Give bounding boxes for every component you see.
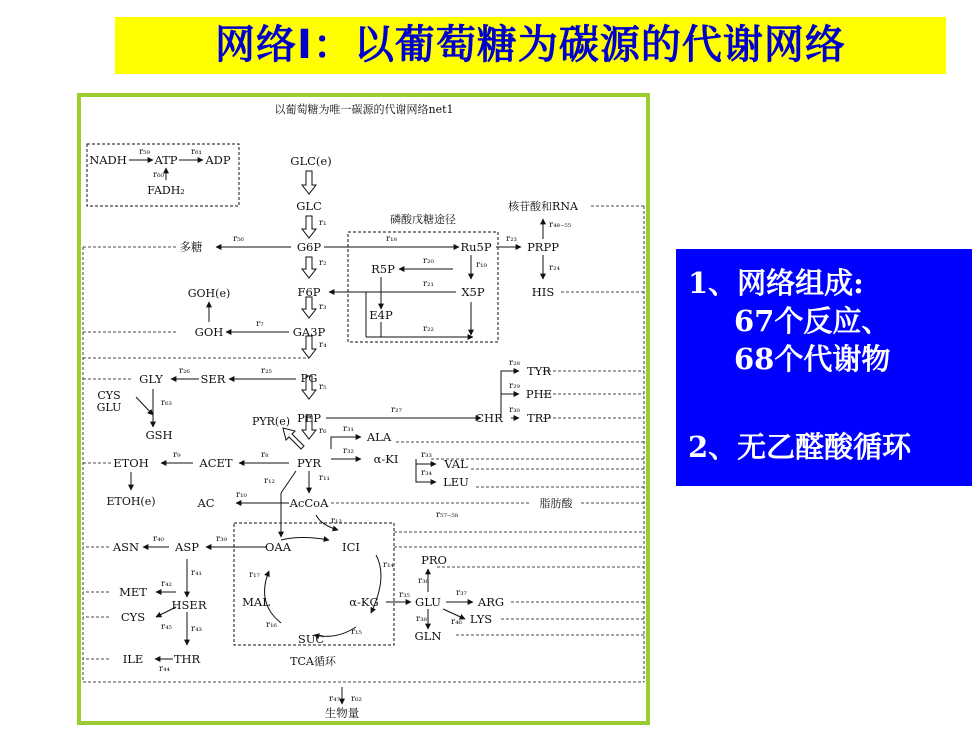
reaction-label-r61: r₆₁ [191,147,202,157]
node-gln: GLN [414,629,442,643]
node-val: VAL [444,457,468,471]
node-pentose: 磷酸戊糖途径 [390,213,456,226]
diagram-labels [89,102,579,720]
reaction-label-r35: r₃₅ [399,590,410,600]
node-leu: LEU [443,475,469,489]
node-biomass: 生物量 [324,706,360,720]
node-ala: ALA [366,430,392,444]
node-pep: PEP [297,411,321,425]
node-lys: LYS [469,612,493,626]
reaction-label-r6: r₆ [319,426,327,436]
node-etohe: ETOH(e) [106,495,156,508]
reaction-label-r10: r₁₀ [236,490,247,500]
node-trp: TRP [526,411,552,425]
reaction-label-r39: r₃₉ [216,534,227,544]
reaction-label-r4: r₄ [319,340,327,350]
reaction-label-r44: r₄₄ [159,664,170,674]
node-cys: CYS [120,610,146,624]
node-nadh: NADH [89,153,127,167]
node-e4p: E4P [369,308,393,322]
reaction-label-r60: r₆₀ [153,170,164,180]
node-glu_l: GLU [96,401,122,414]
node-gohe: GOH(e) [187,287,231,300]
reaction-label-r24: r₂₄ [549,263,560,273]
reaction-label-r5: r₅ [319,382,327,392]
reaction-label-r63: r₆₃ [161,398,172,408]
reaction-label-r57_58: r₅₇₋₅₈ [436,510,459,520]
reaction-label-r43: r₄₃ [191,624,202,634]
node-suc: SUC [297,632,325,646]
node-ser: SER [200,372,226,386]
reaction-label-r56: r₅₆ [233,234,244,244]
node-ac: AC [197,496,215,510]
node-pg: PG [300,371,318,385]
reaction-label-r62: r₆₂ [351,694,362,704]
reaction-label-r33: r₃₃ [421,450,432,460]
node-ga3p: GA3P [292,325,326,339]
node-polysac: 多糖 [179,240,203,254]
node-phe: PHE [525,387,553,401]
node-ile: ILE [122,652,144,666]
reaction-label-r32: r₃₂ [343,446,354,456]
reaction-label-r8: r₈ [261,450,269,460]
node-g6p: G6P [296,240,322,254]
node-tyr: TYR [527,364,551,378]
node-fadh: FADH₂ [147,184,185,197]
node-cys_glu: CYS [97,389,121,402]
node-etoh: ETOH [113,456,149,470]
node-pro: PRO [421,553,447,567]
node-gsh: GSH [145,428,173,442]
reaction-label-r46: r₄₆ [451,617,462,627]
node-oaa: OAA [264,540,292,554]
reaction-label-r28: r₂₈ [509,358,520,368]
node-thr: THR [173,652,201,666]
reaction-label-r22: r₂₂ [423,324,434,334]
reaction-label-r38: r₃₈ [416,614,427,624]
reaction-label-r11: r₁₁ [319,473,330,483]
node-mal: MAL [242,595,270,609]
node-atp: ATP [154,153,178,167]
reaction-label-r31: r₃₁ [343,424,354,434]
reaction-label-r14: r₁₄ [383,560,394,570]
reaction-label-r18: r₁₈ [386,234,397,244]
node-adp: ADP [205,153,231,167]
node-arg: ARG [477,595,505,609]
biomass-connections [83,206,644,682]
node-asn: ASN [112,540,140,554]
reaction-label-r59: r₅₉ [139,147,150,157]
node-pyre: PYR(e) [251,415,291,428]
reaction-label-r25: r₂₅ [261,366,272,376]
node-fatty: 脂肪酸 [539,497,573,510]
node-glc: GLC [296,199,322,213]
reaction-label-r40: r₄₀ [153,534,164,544]
page-title: 网络Ⅰ：以葡萄糖为碳源的代谢网络 [215,22,846,68]
info-item1-line1: 1、网络组成: [688,266,864,300]
reaction-label-r29: r₂₉ [509,381,520,391]
node-r5p: R5P [371,262,395,276]
node-chr: CHR [475,411,503,425]
metabolic-network-diagram [77,93,650,725]
diagram-canvas [81,97,646,721]
node-prpp: PRPP [527,240,559,254]
reaction-label-r45: r₄₅ [161,622,172,632]
node-asp: ASP [175,540,199,554]
info-box [676,249,972,486]
node-met: MET [119,585,147,599]
node-goh: GOH [194,325,224,339]
reaction-label-r26: r₂₆ [179,366,190,376]
node-accoa: AcCoA [289,496,329,510]
reaction-label-r36: r₃₆ [418,576,429,586]
reaction-label-r47: r₄₇ [329,694,340,704]
reaction-label-r37: r₃₇ [456,588,467,598]
node-akg: α-KG [349,595,379,609]
reaction-label-r7: r₇ [256,319,264,329]
node-x5p: X5P [461,285,485,299]
node-hser: HSER [171,598,207,612]
reaction-label-r34: r₃₄ [421,468,432,478]
reaction-label-r27: r₂₇ [391,405,402,415]
node-pyr: PYR [297,456,321,470]
reaction-label-r3: r₃ [319,302,327,312]
node-f6p: F6P [297,285,321,299]
title-bar [115,17,946,74]
reaction-label-r42: r₄₂ [161,579,172,589]
reaction-label-r41: r₄₁ [191,568,202,578]
reaction-label-r13: r₁₃ [331,516,342,526]
reaction-label-r23: r₂₃ [506,234,517,244]
node-acet: ACET [199,456,233,470]
node-tca: TCA循环 [290,655,336,668]
reaction-label-r9: r₉ [173,450,181,460]
node-ici: ICI [342,540,360,554]
info-item1-line2: 67个反应、 [734,304,891,338]
reaction-label-r1: r₁ [319,218,327,228]
reaction-label-r20: r₂₀ [423,256,434,266]
reaction-label-r12: r₁₂ [264,476,275,486]
reaction-label-r19: r₁₉ [476,260,487,270]
node-his: HIS [531,285,555,299]
node-gly: GLY [139,372,163,386]
node-glce: GLC(e) [290,154,332,168]
reaction-label-r15: r₁₅ [351,627,362,637]
reaction-label-r2: r₂ [319,258,327,268]
reaction-label-r17: r₁₇ [249,570,260,580]
node-glu: GLU [415,595,441,609]
node-ru5p: Ru5P [460,240,492,254]
reaction-label-r48_55: r₄₈₋₅₅ [549,220,572,230]
reaction-label-r30: r₃₀ [509,405,520,415]
info-item2: 2、无乙醛酸循环 [688,430,912,464]
reaction-label-r16: r₁₆ [266,620,277,630]
reaction-label-r21: r₂₁ [423,279,434,289]
info-item1-line3: 68个代谢物 [734,342,891,376]
node-nucl: 核苷酸和RNA [508,200,578,213]
node-aki: α-KI [373,452,399,466]
node-caption: 以葡萄糖为唯一碳源的代谢网络net1 [274,103,454,116]
